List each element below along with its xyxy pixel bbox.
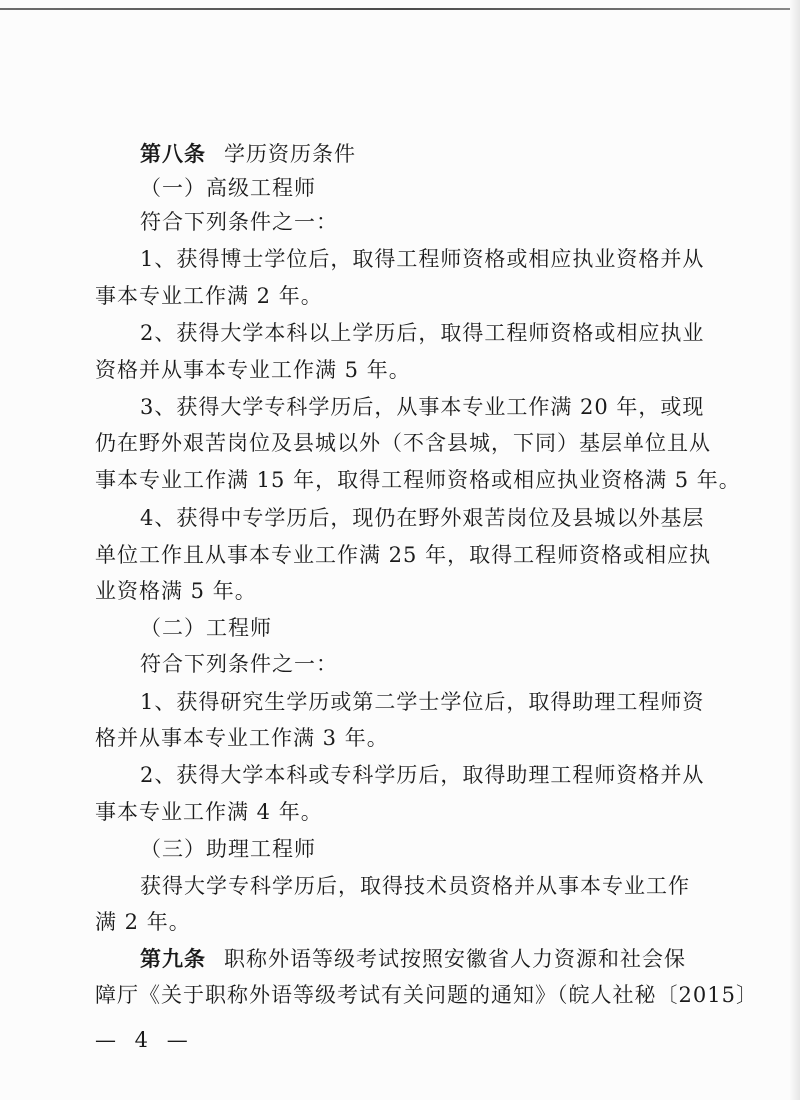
senior-item4-line1: 4、获得中专学历后，现仍在野外艰苦岗位及县城以外基层	[140, 506, 705, 530]
section-assistant-title: （三）助理工程师	[140, 837, 316, 861]
page-number: — 4 —	[95, 1028, 194, 1052]
engineer-item1-line2: 格并从事本专业工作满 3 年。	[95, 726, 389, 750]
section-engineer-intro: 符合下列条件之一：	[140, 652, 338, 676]
senior-item3-line2: 仍在野外艰苦岗位及县城以外（不含县城，下同）基层单位且从	[95, 431, 711, 455]
article9-line2: 障厅《关于职称外语等级考试有关问题的通知》（皖人社秘〔2015〕	[95, 983, 758, 1007]
senior-item2-line1: 2、获得大学本科以上学历后，取得工程师资格或相应执业	[140, 321, 705, 345]
senior-item4-line2: 单位工作且从事本专业工作满 25 年，取得工程师资格或相应执	[95, 543, 712, 567]
engineer-item2-line2: 事本专业工作满 4 年。	[95, 800, 323, 824]
senior-item4-line3: 业资格满 5 年。	[95, 579, 257, 603]
assistant-line1: 获得大学专科学历后，取得技术员资格并从事本专业工作	[140, 874, 690, 898]
engineer-item1-line1: 1、获得研究生学历或第二学士学位后，取得助理工程师资	[140, 690, 705, 714]
section-senior-intro: 符合下列条件之一：	[140, 210, 338, 234]
section-engineer-title: （二）工程师	[140, 616, 272, 640]
article9-text-line1: 职称外语等级考试按照安徽省人力资源和社会保	[224, 947, 686, 971]
article9-line1	[140, 941, 686, 977]
article9-heading: 第九条	[140, 946, 206, 971]
assistant-line2: 满 2 年。	[95, 910, 191, 934]
article8-title: 学历资历条件	[224, 142, 356, 166]
engineer-item2-line1: 2、获得大学本科或专科学历后，取得助理工程师资格并从	[140, 763, 705, 787]
senior-item3-line1: 3、获得大学专科学历后，从事本专业工作满 20 年，或现	[140, 395, 705, 419]
article8-line	[140, 136, 675, 172]
scan-right-edge	[790, 0, 800, 1100]
senior-item2-line2: 资格并从事本专业工作满 5 年。	[95, 358, 411, 382]
article8-heading: 第八条	[140, 141, 206, 166]
section-senior-title: （一）高级工程师	[140, 176, 316, 200]
senior-item1-line1: 1、获得博士学位后，取得工程师资格或相应执业资格并从	[140, 247, 705, 271]
senior-item1-line2: 事本专业工作满 2 年。	[95, 284, 323, 308]
scan-top-edge	[0, 8, 800, 10]
senior-item3-line3: 事本专业工作满 15 年，取得工程师资格或相应执业资格满 5 年。	[95, 468, 741, 492]
